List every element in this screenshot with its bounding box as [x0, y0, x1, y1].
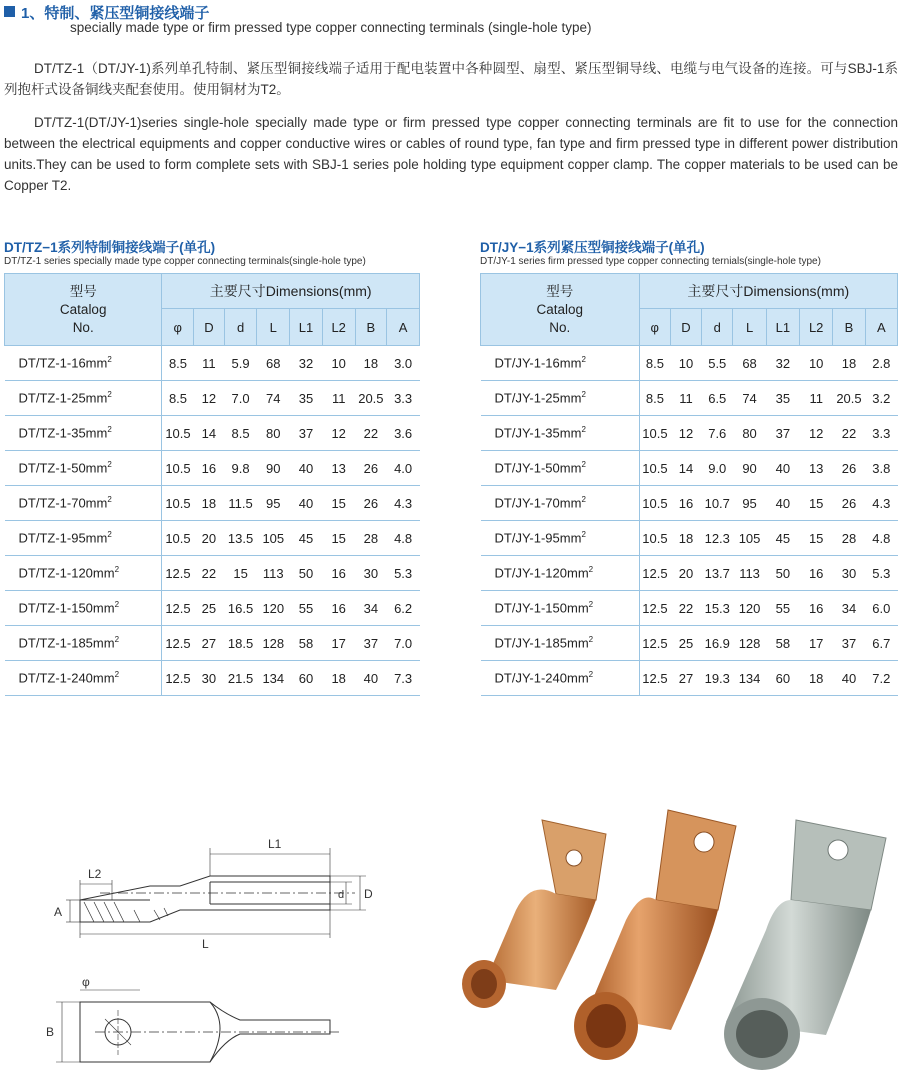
dim-cell: 19.3 — [702, 661, 733, 696]
section-title-en: specially made type or firm pressed type copper connecting terminals (single-hole type) — [70, 20, 592, 35]
dim-cell: 95 — [733, 486, 766, 521]
dim-cell: 4.0 — [387, 451, 420, 486]
left-spec-table — [4, 273, 420, 696]
dim-cell: 15 — [224, 556, 257, 591]
catalog-cell — [5, 451, 162, 486]
dim-cell: 12 — [194, 381, 225, 416]
dim-cell: 10.7 — [702, 486, 733, 521]
dim-cell: 12.5 — [162, 661, 194, 696]
dim-cell: 58 — [290, 626, 323, 661]
dim-cell: 20 — [670, 556, 701, 591]
catalog-cell — [481, 626, 640, 661]
catalog-cell — [5, 556, 162, 591]
catalog-header-cn: 型号 — [546, 283, 574, 299]
col-header-6: B — [833, 309, 865, 346]
table-row — [5, 626, 420, 661]
unit-superscript: 2 — [588, 565, 594, 575]
dim-cell: 55 — [766, 591, 799, 626]
catalog-number: DT/TZ-1-150mm — [18, 600, 115, 616]
dim-cell: 6.5 — [702, 381, 733, 416]
table-row — [5, 451, 420, 486]
catalog-cell — [5, 486, 162, 521]
dim-cell: 10 — [800, 346, 833, 381]
dim-cell: 12 — [322, 416, 355, 451]
dim-cell: 10.5 — [639, 521, 670, 556]
dim-cell: 74 — [257, 381, 290, 416]
dim-cell: 13.5 — [224, 521, 257, 556]
dim-cell: 22 — [355, 416, 387, 451]
product-photo — [446, 790, 896, 1077]
catalog-header-en: Catalog — [59, 301, 107, 317]
dim-cell: 3.0 — [387, 346, 420, 381]
description-cn: DT/TZ-1（DT/JY-1)系列单孔特制、紧压型铜接线端子适用于配电装置中各种圆型、扇型、紧压型铜导线、电缆与电气设备的连接。可与SBJ-1系列抱杆式设备铜线夹配套使用。使用铜材为T2。 — [4, 61, 898, 97]
dim-cell: 10.5 — [162, 416, 194, 451]
dim-cell: 16 — [194, 451, 225, 486]
dim-cell: 37 — [766, 416, 799, 451]
unit-superscript: 2 — [107, 530, 112, 540]
catalog-cell — [5, 521, 162, 556]
dim-cell: 40 — [355, 661, 387, 696]
dim-cell: 27 — [670, 661, 701, 696]
catalog-number: DT/JY-1-50mm — [494, 460, 582, 476]
dim-cell: 60 — [766, 661, 799, 696]
col-header-0: φ — [639, 309, 670, 346]
dim-d-label: d — [338, 889, 345, 901]
dim-cell: 4.8 — [865, 521, 897, 556]
dim-cell: 120 — [733, 591, 766, 626]
right-table-subtitle: DT/JY-1 series firm pressed type copper connecting ternials(single-hole type) — [480, 256, 821, 267]
dim-cell: 45 — [290, 521, 323, 556]
dim-cell: 11 — [322, 381, 355, 416]
dim-cell: 13.7 — [702, 556, 733, 591]
table-row — [5, 346, 420, 381]
dim-phi-label: φ — [82, 975, 90, 989]
dim-cell: 55 — [290, 591, 323, 626]
dim-cell: 10.5 — [162, 451, 194, 486]
dim-cell: 28 — [833, 521, 865, 556]
dim-cell: 12 — [670, 416, 701, 451]
catalog-header — [481, 274, 640, 346]
dim-cell: 105 — [733, 521, 766, 556]
catalog-header-cn: 型号 — [69, 283, 97, 299]
dim-cell: 26 — [833, 486, 865, 521]
dim-cell: 30 — [355, 556, 387, 591]
catalog-cell — [481, 381, 640, 416]
dim-cell: 12.5 — [162, 556, 194, 591]
dim-cell: 4.8 — [387, 521, 420, 556]
col-header-7: A — [387, 309, 420, 346]
catalog-number: DT/JY-1-35mm — [494, 425, 582, 441]
dim-cell: 18.5 — [224, 626, 257, 661]
dim-cell: 16.9 — [702, 626, 733, 661]
terminal-dimension-drawing — [40, 830, 380, 1070]
dim-cell: 95 — [257, 486, 290, 521]
dim-cell: 9.0 — [702, 451, 733, 486]
unit-superscript: 2 — [581, 530, 586, 540]
dim-cell: 50 — [290, 556, 323, 591]
dim-cell: 18 — [355, 346, 387, 381]
table-row — [5, 591, 420, 626]
catalog-number: DT/TZ-1-25mm — [18, 390, 108, 406]
dim-cell: 128 — [257, 626, 290, 661]
catalog-cell — [481, 521, 640, 556]
dim-cell: 50 — [766, 556, 799, 591]
dim-D-label: D — [364, 887, 373, 901]
dim-cell: 74 — [733, 381, 766, 416]
dim-cell: 7.0 — [224, 381, 257, 416]
dim-cell: 113 — [733, 556, 766, 591]
table-row — [5, 381, 420, 416]
col-header-6: B — [355, 309, 387, 346]
col-header-3: L — [733, 309, 766, 346]
dim-cell: 58 — [766, 626, 799, 661]
dim-cell: 5.3 — [387, 556, 420, 591]
dim-cell: 28 — [355, 521, 387, 556]
dim-cell: 26 — [355, 486, 387, 521]
unit-superscript: 2 — [581, 460, 586, 470]
dim-cell: 10 — [322, 346, 355, 381]
dim-cell: 9.8 — [224, 451, 257, 486]
dim-cell: 17 — [800, 626, 833, 661]
dim-cell: 10.5 — [639, 486, 670, 521]
unit-superscript: 2 — [107, 495, 112, 505]
dim-cell: 5.9 — [224, 346, 257, 381]
dim-cell: 5.5 — [702, 346, 733, 381]
dim-cell: 90 — [733, 451, 766, 486]
dim-cell: 15.3 — [702, 591, 733, 626]
square-bullet-icon — [4, 6, 15, 17]
unit-superscript: 2 — [581, 355, 586, 365]
dim-cell: 40 — [833, 661, 865, 696]
col-header-4: L1 — [290, 309, 323, 346]
table-row — [481, 416, 898, 451]
dim-cell: 128 — [733, 626, 766, 661]
dim-cell: 134 — [257, 661, 290, 696]
dim-cell: 10.5 — [639, 416, 670, 451]
dim-cell: 10 — [670, 346, 701, 381]
table-row — [481, 346, 898, 381]
dim-cell: 17 — [322, 626, 355, 661]
dim-L-label: L — [202, 937, 209, 951]
dim-cell: 8.5 — [224, 416, 257, 451]
catalog-cell — [5, 626, 162, 661]
dim-cell: 45 — [766, 521, 799, 556]
table-row — [5, 661, 420, 696]
dim-cell: 10.5 — [162, 486, 194, 521]
dim-cell: 32 — [766, 346, 799, 381]
col-header-3: L — [257, 309, 290, 346]
catalog-number: DT/TZ-1-50mm — [18, 460, 108, 476]
dim-cell: 3.6 — [387, 416, 420, 451]
dim-cell: 14 — [670, 451, 701, 486]
col-header-1: D — [194, 309, 225, 346]
table-row — [481, 626, 898, 661]
dim-cell: 30 — [194, 661, 225, 696]
catalog-number: DT/JY-1-240mm — [494, 670, 589, 686]
dim-cell: 13 — [800, 451, 833, 486]
col-header-4: L1 — [766, 309, 799, 346]
dim-cell: 134 — [733, 661, 766, 696]
dim-cell: 120 — [257, 591, 290, 626]
table-row — [481, 661, 898, 696]
catalog-cell — [5, 661, 162, 696]
section-title: 1、特制、紧压型铜接线端子 — [21, 5, 210, 22]
dim-cell: 40 — [766, 486, 799, 521]
left-table-subtitle: DT/TZ-1 series specially made type copper connecting terminals(single-hole type) — [4, 256, 366, 267]
dim-cell: 40 — [766, 451, 799, 486]
dim-cell: 16 — [670, 486, 701, 521]
dim-cell: 30 — [833, 556, 865, 591]
dim-cell: 8.5 — [162, 346, 194, 381]
dim-L2-label: L2 — [88, 867, 102, 881]
catalog-number: DT/TZ-1-35mm — [18, 425, 108, 441]
dim-cell: 12.5 — [162, 591, 194, 626]
col-header-0: φ — [162, 309, 194, 346]
dim-cell: 34 — [833, 591, 865, 626]
dim-cell: 18 — [800, 661, 833, 696]
dim-cell: 11 — [670, 381, 701, 416]
catalog-number: DT/TZ-1-95mm — [18, 530, 108, 546]
table-row — [5, 521, 420, 556]
dim-cell: 7.2 — [865, 661, 897, 696]
dim-cell: 15 — [800, 486, 833, 521]
catalog-cell — [5, 591, 162, 626]
dim-cell: 11 — [800, 381, 833, 416]
dim-cell: 10.5 — [162, 521, 194, 556]
catalog-cell — [481, 661, 640, 696]
dim-cell: 4.3 — [387, 486, 420, 521]
dim-cell: 20.5 — [355, 381, 387, 416]
copper-lug-small — [462, 820, 606, 1008]
dim-cell: 15 — [322, 486, 355, 521]
unit-superscript: 2 — [114, 565, 120, 575]
catalog-cell — [5, 346, 162, 381]
dim-cell: 12.5 — [639, 626, 670, 661]
catalog-cell — [481, 451, 640, 486]
unit-superscript: 2 — [588, 635, 594, 645]
dim-cell: 68 — [733, 346, 766, 381]
table-row — [481, 451, 898, 486]
unit-superscript: 2 — [581, 495, 586, 505]
dim-cell: 18 — [670, 521, 701, 556]
right-table-title: DT/JY−1系列紧压型铜接线端子(单孔) — [480, 240, 705, 255]
dim-cell: 22 — [194, 556, 225, 591]
dim-cell: 26 — [355, 451, 387, 486]
dim-cell: 16 — [322, 556, 355, 591]
dim-cell: 12 — [800, 416, 833, 451]
dim-cell: 35 — [766, 381, 799, 416]
table-row — [5, 416, 420, 451]
catalog-number: DT/JY-1-70mm — [494, 495, 582, 511]
catalog-number: DT/TZ-1-240mm — [18, 670, 115, 686]
dim-cell: 37 — [290, 416, 323, 451]
dim-cell: 8.5 — [639, 381, 670, 416]
dim-cell: 16 — [800, 556, 833, 591]
catalog-number: DT/JY-1-95mm — [494, 530, 582, 546]
catalog-cell — [481, 486, 640, 521]
dim-cell: 20 — [194, 521, 225, 556]
dim-cell: 8.5 — [162, 381, 194, 416]
dim-cell: 40 — [290, 486, 323, 521]
dim-cell: 16 — [800, 591, 833, 626]
dim-cell: 2.8 — [865, 346, 897, 381]
dim-cell: 25 — [194, 591, 225, 626]
dim-cell: 4.3 — [865, 486, 897, 521]
dim-cell: 7.3 — [387, 661, 420, 696]
dim-cell: 34 — [355, 591, 387, 626]
unit-superscript: 2 — [107, 425, 112, 435]
table-row — [481, 381, 898, 416]
dim-cell: 37 — [355, 626, 387, 661]
unit-superscript: 2 — [581, 425, 586, 435]
dim-cell: 20.5 — [833, 381, 865, 416]
catalog-header-no: No. — [549, 319, 571, 335]
dim-cell: 16 — [322, 591, 355, 626]
dim-cell: 8.5 — [639, 346, 670, 381]
dim-cell: 26 — [833, 451, 865, 486]
col-header-5: L2 — [800, 309, 833, 346]
dim-cell: 113 — [257, 556, 290, 591]
tinned-lug — [724, 820, 886, 1070]
dim-cell: 32 — [290, 346, 323, 381]
unit-superscript: 2 — [107, 390, 112, 400]
dim-cell: 90 — [257, 451, 290, 486]
catalog-number: DT/JY-1-120mm — [494, 565, 589, 581]
catalog-header-en: Catalog — [536, 301, 584, 317]
catalog-cell — [5, 381, 162, 416]
dim-cell: 6.2 — [387, 591, 420, 626]
dim-cell: 15 — [800, 521, 833, 556]
dim-B-label: B — [46, 1025, 55, 1039]
dim-cell: 12.5 — [639, 591, 670, 626]
dim-cell: 13 — [322, 451, 355, 486]
dim-cell: 18 — [194, 486, 225, 521]
section-header — [4, 2, 592, 35]
left-table-title: DT/TZ−1系列特制铜接线端子(单孔) — [4, 240, 216, 255]
table-row — [481, 591, 898, 626]
catalog-cell — [481, 556, 640, 591]
dim-cell: 12.5 — [162, 626, 194, 661]
dim-cell: 3.3 — [865, 416, 897, 451]
dim-cell: 11 — [194, 346, 225, 381]
dim-cell: 7.6 — [702, 416, 733, 451]
dim-cell: 25 — [670, 626, 701, 661]
dim-A-label: A — [54, 905, 63, 919]
table-row — [481, 486, 898, 521]
table-row — [481, 556, 898, 591]
dim-cell: 80 — [257, 416, 290, 451]
catalog-number: DT/JY-1-25mm — [494, 390, 582, 406]
dim-cell: 27 — [194, 626, 225, 661]
unit-superscript: 2 — [107, 460, 112, 470]
dim-cell: 16.5 — [224, 591, 257, 626]
dim-cell: 18 — [833, 346, 865, 381]
catalog-header-no: No. — [72, 319, 94, 335]
catalog-cell — [481, 346, 640, 381]
dim-cell: 40 — [290, 451, 323, 486]
dim-cell: 3.8 — [865, 451, 897, 486]
catalog-cell — [5, 416, 162, 451]
catalog-number: DT/TZ-1-70mm — [18, 495, 108, 511]
unit-superscript: 2 — [114, 670, 120, 680]
unit-superscript: 2 — [114, 600, 120, 610]
catalog-number: DT/TZ-1-120mm — [18, 565, 115, 581]
description-en: DT/TZ-1(DT/JY-1)series single-hole specially made type or firm pressed type copper connecting terminals are fit to use for the connection between the electrical equipments and copper conductive wires or cables of round type, fan type and firm pressed type in different power distribution units.They can be used to form complete sets with SBJ-1 series pole holding type equipment copper clamp. The copper materials to be used can be Copper T2. — [4, 115, 898, 193]
col-header-2: d — [224, 309, 257, 346]
catalog-number: DT/TZ-1-16mm — [18, 355, 108, 371]
dim-cell: 6.0 — [865, 591, 897, 626]
dim-cell: 10.5 — [639, 451, 670, 486]
col-header-1: D — [670, 309, 701, 346]
dim-cell: 11.5 — [224, 486, 257, 521]
catalog-number: DT/JY-1-16mm — [494, 355, 582, 371]
unit-superscript: 2 — [114, 635, 120, 645]
right-spec-table — [480, 273, 898, 696]
dim-cell: 37 — [833, 626, 865, 661]
catalog-header — [5, 274, 162, 346]
dimensions-header: 主要尺寸Dimensions(mm) — [639, 274, 897, 309]
unit-superscript: 2 — [588, 600, 594, 610]
col-header-7: A — [865, 309, 897, 346]
dim-L1-label: L1 — [268, 837, 282, 851]
dim-cell: 22 — [833, 416, 865, 451]
catalog-number: DT/JY-1-185mm — [494, 635, 589, 651]
dim-cell: 18 — [322, 661, 355, 696]
dim-cell: 15 — [322, 521, 355, 556]
dim-cell: 3.3 — [387, 381, 420, 416]
col-header-2: d — [702, 309, 733, 346]
unit-superscript: 2 — [588, 670, 594, 680]
dim-cell: 21.5 — [224, 661, 257, 696]
catalog-number: DT/JY-1-150mm — [494, 600, 589, 616]
table-row — [5, 556, 420, 591]
dim-cell: 12.5 — [639, 661, 670, 696]
dim-cell: 35 — [290, 381, 323, 416]
catalog-cell — [481, 591, 640, 626]
unit-superscript: 2 — [581, 390, 586, 400]
dim-cell: 22 — [670, 591, 701, 626]
dim-cell: 12.3 — [702, 521, 733, 556]
catalog-cell — [481, 416, 640, 451]
dimensions-header: 主要尺寸Dimensions(mm) — [162, 274, 420, 309]
dim-cell: 68 — [257, 346, 290, 381]
dim-cell: 80 — [733, 416, 766, 451]
dim-cell: 3.2 — [865, 381, 897, 416]
dim-cell: 6.7 — [865, 626, 897, 661]
col-header-5: L2 — [322, 309, 355, 346]
table-row — [5, 486, 420, 521]
dim-cell: 105 — [257, 521, 290, 556]
dim-cell: 14 — [194, 416, 225, 451]
dim-cell: 12.5 — [639, 556, 670, 591]
table-row — [481, 521, 898, 556]
unit-superscript: 2 — [107, 355, 112, 365]
dim-cell: 5.3 — [865, 556, 897, 591]
dim-cell: 7.0 — [387, 626, 420, 661]
catalog-number: DT/TZ-1-185mm — [18, 635, 115, 651]
dim-cell: 60 — [290, 661, 323, 696]
